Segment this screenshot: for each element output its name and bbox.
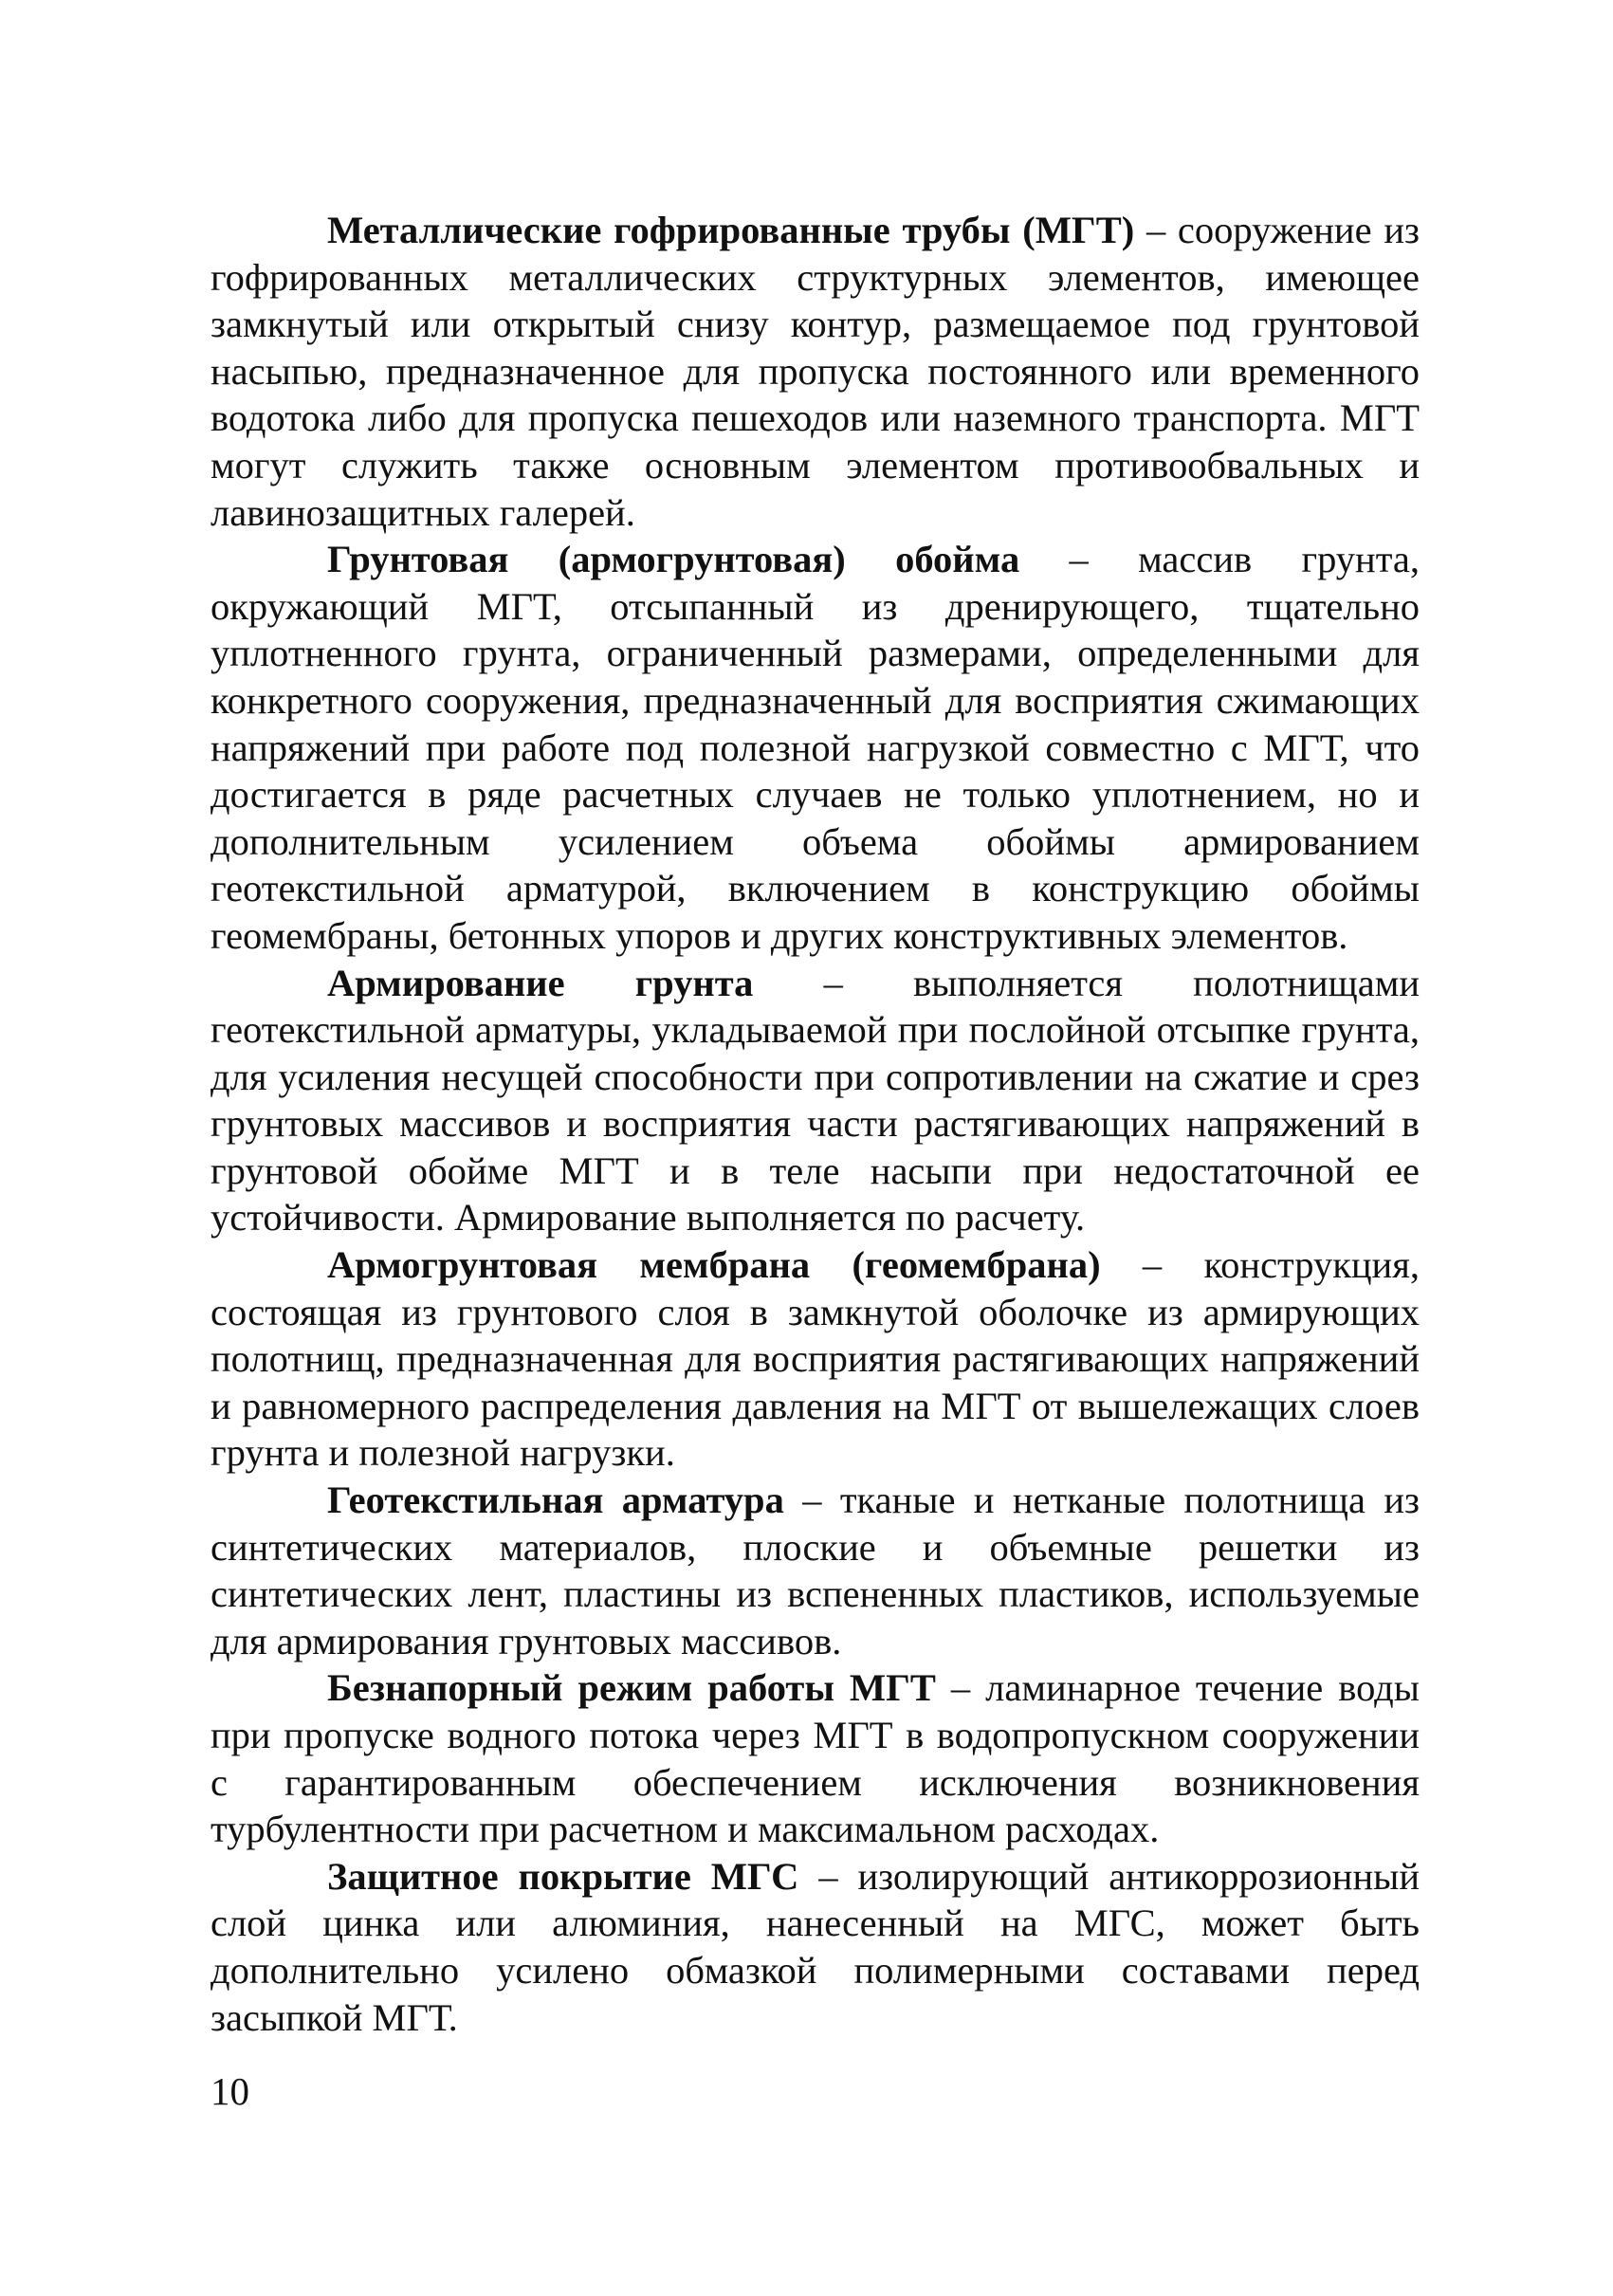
glossary-definition: – изолирующий антикоррозионный слой цинка или алюминия, нанесенный на МГС, может быть дополнительно усилено обмазкой полимерными составами перед засыпкой МГТ. — [211, 1854, 1420, 2039]
glossary-term: Металлические гофрированные трубы (МГТ) — [327, 209, 1135, 251]
glossary-term: Грунтовая (армогрунтовая) обойма — [327, 538, 1020, 581]
glossary-entry — [211, 1241, 1420, 1477]
glossary-definition: – выполняется полотнищами геотекстильной арматуры, укладываемой при послойной отсыпке грунта, для усиления несущей способности при сопротивлении на сжатие и срез грунтовых массивов и восприятия части растягивающих напряжений в грунтовой обойме МГТ и в теле насыпи при недостаточной ее устойчивости. Армирование выполняется по расчету. — [211, 961, 1420, 1240]
glossary-definition: – сооружение из гофрированных металлических структурных элементов, имеющее замкнутый или открытый снизу контур, размещаемое под грунтовой насыпью, предназначенное для пропуска постоянного или временного водотока либо для пропуска пешеходов или наземного транспорта. МГТ могут служить также основным элементом противообвальных и лавинозащитных галерей. — [211, 209, 1420, 534]
glossary-entry — [211, 960, 1420, 1242]
glossary-definition: – конструкция, состоящая из грунтового слоя в замкнутой оболочке из армирующих полотнищ, предназначенная для восприятия растягивающих напряжений и равномерного распределения давления на МГТ от вышележащих слоев грунта и полезной нагрузки. — [211, 1243, 1420, 1475]
glossary-definition: – тканые и нетканые полотнища из синтетических материалов, плоские и объемные решетки из синтетических лент, пластины из вспененных пластиков, используемые для армирования грунтовых массивов. — [211, 1479, 1421, 1662]
glossary-term: Армирование грунта — [327, 961, 754, 1004]
glossary-entry — [211, 536, 1420, 959]
glossary-definition: – ламинарное течение воды при пропуске водного потока через МГТ в водопропускном сооружении с гарантированным обеспечением исключения возникновения турбулентности при расчетном и максимальном расходах. — [211, 1666, 1420, 1851]
glossary-entry — [211, 207, 1420, 536]
glossary-term: Армогрунтовая мембрана (геомембрана) — [327, 1243, 1101, 1287]
glossary-definition: – массив грунта, окружающий МГТ, отсыпанный из дренирующего, тщательно уплотненного грунта, ограниченный размерами, определенными для конкретного сооружения, предназначенный для восприятия сжимающих напряжений при работе под полезной нагрузкой совместно с МГТ, что достигается в ряде расчетных случаев не только уплотнением, но и дополнительным усилением объема обоймы армированием геотекстильной арматурой, включением в конструкцию обоймы геомембраны, бетонных упоров и других конструктивных элементов. — [211, 538, 1421, 957]
glossary-term: Безнапорный режим работы МГТ — [327, 1666, 936, 1710]
glossary-entry — [211, 1664, 1420, 1852]
glossary-entry — [211, 1477, 1420, 1664]
glossary-text — [211, 207, 1420, 2041]
glossary-entry — [211, 1853, 1420, 2041]
glossary-term: Защитное покрытие МГС — [327, 1854, 799, 1898]
glossary-term: Геотекстильная арматура — [327, 1479, 784, 1522]
page-number: 10 — [211, 2069, 249, 2113]
